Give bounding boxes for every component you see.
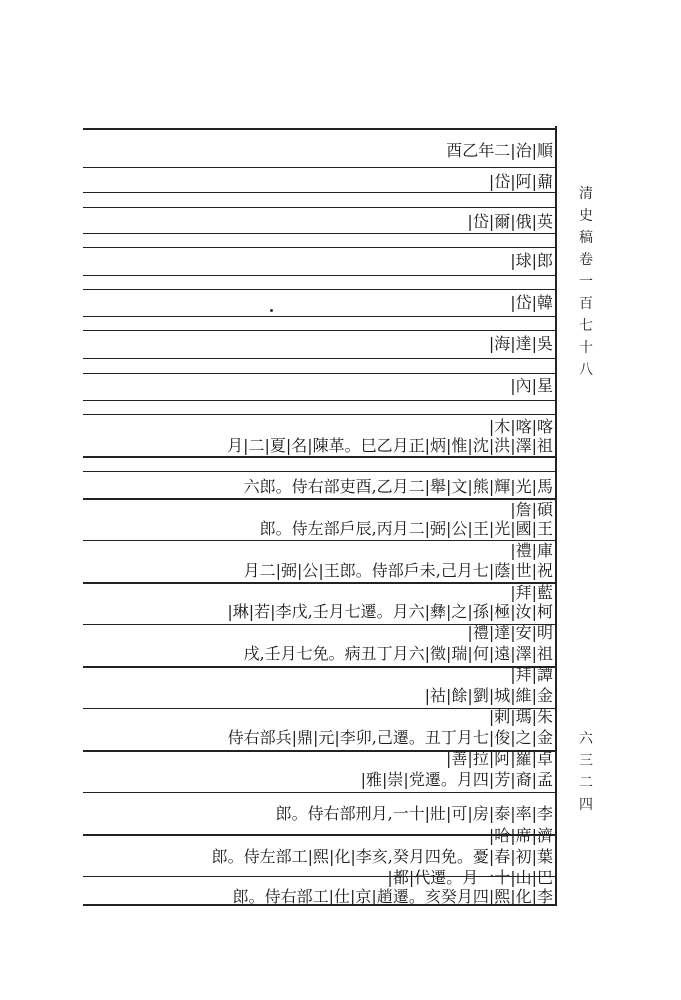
table-row: |拜|藍 [510,583,553,602]
rule [83,540,557,541]
table-row: 郎。侍左部戶辰,丙月二|弼|公|王|光|國|王 [259,519,553,538]
rule [83,400,557,401]
table-row: |球|郎 [510,251,553,270]
rule [83,289,557,290]
table-row: |詹|碩 [510,500,553,519]
rule [83,582,557,584]
table-row: 酉乙年二|治|順 [446,141,553,160]
table-top-rule [83,128,557,130]
rule [83,167,557,168]
table-row: 郎。侍左部工|熙|化|李亥,癸月四免。憂|春|初|葉 [211,847,553,866]
official-table [83,126,557,906]
rule [83,792,557,793]
rule [83,358,557,359]
right-border [555,126,557,906]
table-row: |祜|餘|劉|城|維|金 [424,686,553,705]
rule [83,275,557,276]
rule [83,316,557,317]
table-row: |拜|譚 [510,665,553,684]
rule [83,247,557,248]
rule [83,330,557,331]
rule [83,834,557,836]
rule [83,207,557,208]
page-number: 六 三 二 四 [579,731,593,813]
rule [83,498,557,500]
side-title: 清 史 稿 卷 一 百 七 十 八 [579,186,593,378]
table-row: |海|達|吳 [488,334,553,353]
table-row: 戌,壬月七免。病丑丁月六|徵|瑞|何|遠|澤|祖 [243,644,553,663]
rule [83,708,557,709]
table-row: |木|喀|喀 [488,417,553,436]
table-row: 侍右部兵|鼎|元|李卯,己遷。丑丁月七|俊|之|金 [227,728,553,747]
rule [83,471,557,472]
table-row: 月|二|夏|名|陳革。巳乙月正|炳|惟|沈|洪|澤|祖 [227,436,553,455]
rule [83,373,557,374]
table-row: |剌|瑪|朱 [488,707,553,726]
rule [83,456,557,458]
table-row: 月二|弼|公|王郎。侍部戶未,己月七|蔭|世|祝 [243,561,553,580]
rule [83,414,557,415]
table-row: 六郎。侍右部吏酉,乙月二|舉|文|熊|輝|光|馬 [243,477,553,496]
table-row: |禮|達|安|明 [467,623,553,642]
rule [83,666,557,668]
table-row: 郎。侍右部刑月,一十|壯|可|房|泰|率|李 [275,804,553,823]
table-row: |琳|若|李戊,壬月七遷。月六|彝|之|孫|極|汝|柯 [227,602,553,621]
table-row: 郎。侍右部工|仕|京|趙遷。亥癸月四|熙|化|李 [232,887,553,906]
table-row: |善|拉|阿|羅|卓 [446,749,553,768]
table-row: |哈|席|濟 [488,826,553,845]
table-row: |禮|庫 [510,541,553,560]
table-row: |岱|爾|俄|英 [467,212,553,231]
table-row: |內|星 [510,376,553,395]
rule [83,192,557,193]
ink-speck [270,309,273,312]
table-row: |都|代遷。月一十|山|巴 [387,868,553,887]
rule [83,233,557,234]
table-row: |岱|韓 [510,293,553,312]
table-row: |岱|阿|鼐 [488,172,553,191]
table-row: |雅|崇|党遷。月四|芳|裔|孟 [360,770,553,789]
